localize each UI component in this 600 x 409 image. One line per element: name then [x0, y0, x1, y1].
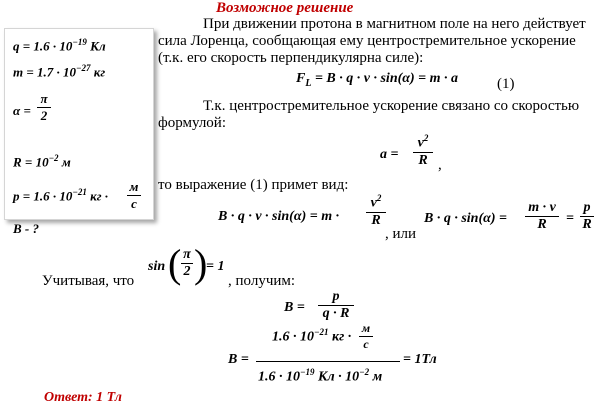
we-get-text: , получим: [228, 273, 296, 289]
main-fraction-bar [256, 361, 400, 362]
solution-heading: Возможное решение [216, 0, 354, 16]
given-charge: $q = 1.6 \cdot 10^{-19}$ Кл [13, 37, 106, 54]
or-text: , или [385, 226, 417, 242]
paragraph-1-line-1: При движении протона в магнитном поле на него действует [203, 16, 586, 32]
given-data-box: $q = 1.6 \cdot 10^{-19}$ Кл $m = 1.7 \cdot 10^{-27}$ кг α = π 2 $R = 10^{-2}$ м $p = 1.6 \cdot 10^{-21}$ кг · м с B - ? [4, 28, 154, 220]
given-mass: $m = 1.7 \cdot 10^{-27}$ кг [13, 63, 106, 80]
paragraph-1-line-3: (т.к. его скорость перпендикулярна силе): [158, 50, 424, 66]
sine-identity: sin ( π 2 ) = 1 [148, 241, 225, 286]
paragraph-2-line-1: Т.к. центростремительное ускорение связано со скоростью [203, 98, 580, 114]
considering-text: Учитывая, что [42, 273, 135, 289]
given-radius: $R = 10^{-2}$ м [13, 153, 71, 170]
final-denominator: $1.6 \cdot 10^{-19}$ Кл · $10^{-2}$ м [258, 367, 383, 385]
final-numerator: $1.6 \cdot 10^{-21}$ кг · [272, 327, 352, 345]
left-paren: ( [168, 241, 182, 286]
right-paren: ) [194, 241, 208, 286]
magnetic-field-relation: B · q · sin(α) = m · v R = p R [424, 200, 594, 242]
centripetal-formula: a = $v^2$ R , [380, 133, 442, 173]
force-balance-formula: B · q · v · sin(α) = m · $v^2$ R [218, 193, 398, 239]
numeric-calculation: B = $1.6 \cdot 10^{-21}$ кг · м с $1.6 \cdot 10^{-19}$ Кл · $10^{-2}$ м = 1Тл [228, 321, 437, 385]
lorentz-formula: $F_L = B \cdot q \cdot v \cdot \sin(\alpha) = m \cdot a$ [296, 71, 459, 89]
then-text: то выражение (1) примет вид: [158, 177, 349, 193]
given-unknown: B - ? [13, 221, 39, 236]
paragraph-2-line-2: формулой: [158, 115, 227, 131]
field-formula: B = p q · R [284, 289, 374, 329]
answer-text: Ответ: 1 Тл [44, 390, 122, 405]
paragraph-1-line-2: сила Лоренца, сообщающая ему центростремительное ускорение [158, 33, 576, 49]
equation-number: (1) [497, 76, 515, 92]
